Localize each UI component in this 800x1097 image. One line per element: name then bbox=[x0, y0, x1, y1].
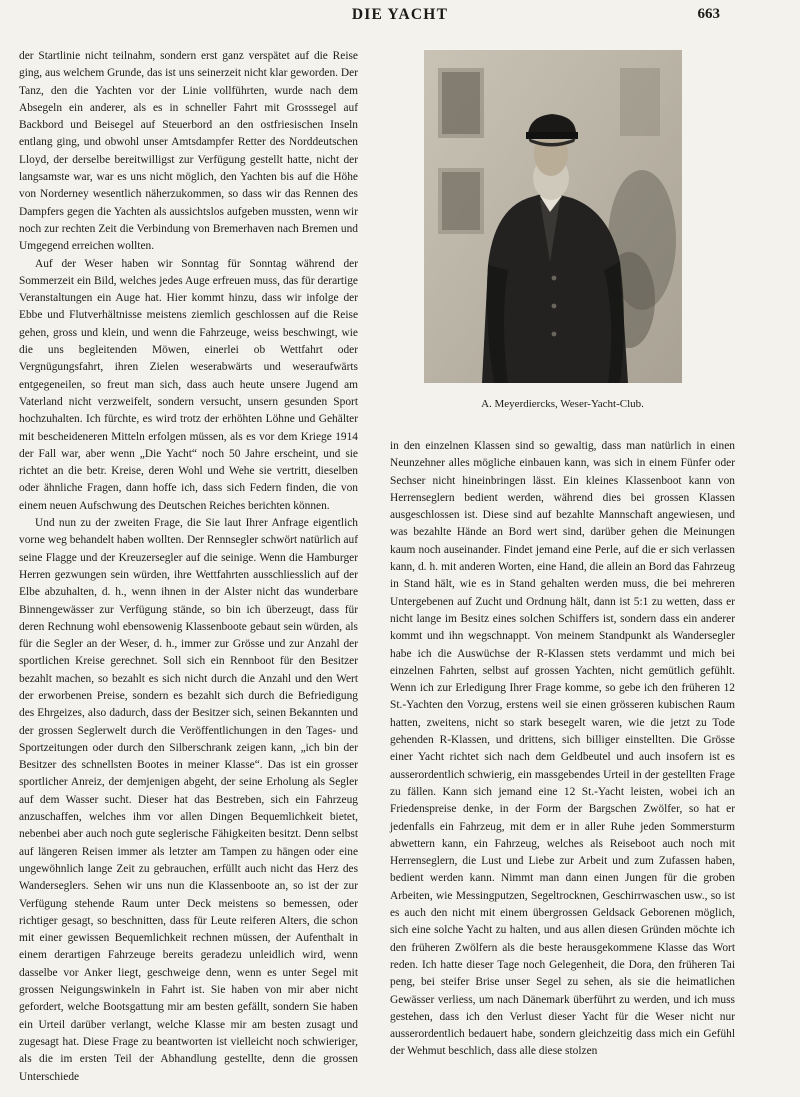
right-text-column bbox=[390, 438, 735, 1061]
photo-frame bbox=[424, 50, 682, 383]
figure-caption: A. Meyerdiercks, Weser-Yacht-Club. bbox=[481, 398, 644, 410]
left-text-column bbox=[19, 48, 358, 1086]
paragraph: Und nun zu der zweiten Frage, die Sie laut Ihrer Anfrage eigentlich vorne weg behandelt haben wollten. Der Rennsegler schwört natürlich auf seine Flagge und der Kreuzersegler auf die seinige. Wenn die Hamburger Herren gezwungen sein würden, ihre Wettfahrten ausschliesslich auf der Elbe abzuhalten, d. h., wenn ihnen in der Alster nicht das wunderbare Binnengewässer zur Verfügung stände, so bin ich überzeugt, dass für deren Rechnung wohl ebensowenig Klassenboote gebaut sein würden, als für die Segler an der Weser, d. h., immer zur Grösse und zur Anzahl der sportlichen Kreise gerechnet. Soll sich ein Rennboot für den Besitzer bezahlt machen, so bezahlt es sich nicht durch die Anzahl und den Wert der erworbenen Preise, sondern es bezahlt sich durch die Befriedigung des Ehrgeizes, also dadurch, dass der Besitzer sich, seinen Bekannten und der grossen Seglerwelt durch die Veröffentlichungen in den Tages- und Sportzeitungen oder durch den Silberschrank zeigen kann, „ich bin der Besitzer des schnellsten Bootes in meiner Klasse“. Das ist ein grosser sportlicher Anreiz, der demjenigen abgeht, der seine Erholung als Segler auf dem Wasser sucht. Dieser hat das Bestreben, sich ein Fahrzeug anzuschaffen, welches ihm vor allen Dingen Bequemlichkeit bietet, nebenbei aber auch noch gute seglerische Fähigkeiten besitzt. Denn selbst auf längeren Reisen immer als letzter am Tampen zu hängen oder eine ungewöhnlich lange Zeit zu gebrauchen, erfüllt auch nicht das Herz des Wanderseglers. Sehen wir uns nun die Klassenboote an, so ist der zur Verfügung stehende Raum unter Deck meistens so bemessen, oder richtiger gesagt, so beschnitten, dass für Leute reiferen Alters, die schon mit einer gewissen Bequemlichkeit rechnen müssen, der Aufenthalt in einem derartigen Fahrzeuge bereits geradezu unleidlich wird, wenn dasselbe vor Anker liegt, geschweige denn, wenn es unter Segel mit grossen Neigungswinkeln in Fahrt ist. Sie haben von mir aber nicht gefordert, welche Bootsgattung mir am besten gefällt, sondern Sie haben ein Urteil darüber verlangt, welche Klasse mir am besten zusagt und zugesagt hat. Diese Frage zu beantworten ist vielleicht noch schwieriger, als die im ersten Teil der Abhandlung gestellte, denn die grossen Unterschiede bbox=[19, 517, 358, 1083]
page-number: 663 bbox=[697, 6, 720, 22]
paragraph: Auf der Weser haben wir Sonntag für Sonntag während der Sommerzeit ein Bild, welches jedes Auge erfreuen muss, das für derartige Veranstaltungen ein Auge hat. Hier kommt hinzu, dass wir infolge der Ebbe und Flutverhältnisse meistens ziemlich geschlossen auf die Reise gehen, gross und klein, und wenn die Fahrzeuge, weiss beschwingt, wie die uns begleitenden Möwen, einerlei ob Wettfahrt oder Vergnügungsfahrt, ihren Zielen weserabwärts und weseraufwärts entgegeneilen, so freut man sich, dass auch heute unsere Jugend am Vaterland nicht verzweifelt, sondern versucht, unsern gesunden Sport hochzuhalten. Ich fürchte, es wird trotz der erhöhten Löhne und Gehälter mit bescheideneren Mitteln erfolgen müssen, als es vor dem Kriege 1914 der Fall war, aber wenn „Die Yacht“ noch 50 Jahre erscheint, und sie richtet an die betr. Kreise, deren Wohl und Wehe sie vertritt, dieselben oder ähnliche Fragen, dann hoffe ich, dass sich Federn finden, die von einem neuen Aufschwung des Deutschen Reiches berichten können. bbox=[19, 257, 358, 512]
paragraph: in den einzelnen Klassen sind so gewaltig, dass man natürlich in einen Neunzehner alles mögliche einbauen kann, was sich in einem Fünfer oder Sechser nicht hineinbringen lässt. Ein kleines Klassenboot kann von Herrenseglern bedient werden, während dies bei grossen Klassen ausgeschlossen ist. Diese sind auf bezahlte Mannschaft angewiesen, und was bezahlte Hände an Bord wert sind, darüber gehen die Meinungen kaum noch auseinander. Findet jemand eine Perle, auf die er sich verlassen kann, d. h. mit anderen Worten, eine Hand, die allein an Bord das Fahrzeug in Stand hält, wie es in Stand gehalten werden muss, die bei mehreren Untergebenen auf Zucht und Ordnung hält, dann ist 5:1 zu wetten, dass er nicht lange im Besitz eines solchen Schiffers ist, sondern dass ein anderer kommt und ihn wegschnappt. Von meinem Standpunkt als Wandersegler habe ich die Auswüchse der R-Klassen stets verdammt und mich bei einzelnen Fahrten, selbst auf grossen Yachten, nicht gemütlich gefühlt. Wenn ich zur Erledigung Ihrer Frage komme, so gebe ich den früheren 12 St.-Yachten den Vorzug, erstens weil sie einen grösseren kubischen Raum hatten, zweitens, nicht so stark besegelt waren, wie die jetzt zu Tode gehenden R-Klassen, und drittens, sich billiger einstellten. Die Grösse einer Yacht richtet sich nach dem Geldbeutel und auch insofern ist es ausserordentlich schwierig, ein massgebendes Urteil in der gestellten Frage zu fällen. Kann sich jemand eine 12 St.-Yacht leisten, wobei ich an Friedenspreise denke, in der Form der Bargschen Zwölfer, so hat er jedenfalls ein Fahrzeug, mit dem er in aller Ruhe jeden Sommersturm abwettern kann, ein Fahrzeug, welches als Reiseboot auch noch mit Herrenseglern, die Lust und Liebe zur Arbeit und zum Zufassen haben, bedient werden kann. Nimmt man dann einen Jungen für die groben Arbeiten, wie Messingputzen, Segeltrocknen, Geschirrwaschen usw., so ist es auch den nicht mit einem übergrossen Geldsack Geborenen möglich, sich eine solche Yacht zu halten, und aus allen diesen Gründen möchte ich den früheren Zwölfern als die beste herausgekommene Klasse das Wort reden. Ich hatte dieser Tage noch Gelegenheit, die Dora, den früheren Tai peng, bei steifer Brise unser Segel zu sehen, als sie die heimatlichen Gewässer verliess, um nach Dänemark überführt zu werden, und ich muss gestehen, dass ich den Verlust dieser Yacht für die Weser nicht nur ausserordentlich bedauert habe, sondern gleichzeitig dass mich ein Gefühl der Wehmut beschlich, dass alle diese stolzen bbox=[390, 440, 735, 1058]
portrait-photo bbox=[424, 50, 682, 383]
portrait-illustration bbox=[424, 50, 682, 383]
paragraph: der Startlinie nicht teilnahm, sondern erst ganz verspätet auf die Reise ging, aus welchem Grunde, das ist uns seinerzeit nicht klar geworden. Der Tanz, den die Yachten vor der Linie vollführten, wurde nach dem Absegeln ein anderer, als es in schneller Fahrt mit Grosssegel auf Backbord und Beisegel auf Steuerbord an den ostfriesischen Inseln entlang ging, und obwohl unser Amtsdampfer Retter des Norddeutschen Lloyd, der derselbe bereitwilligst zur Verfügung gestellt hatte, nicht der langsamste war, war es uns nicht möglich, den Yachten bis auf die Höhe von Norderney wesentlich näherzukommen, so dass wir das Rennen des Dampfers gegen die Yachten als aussichtslos aufgeben mussten, wenn wir noch zur rechten Zeit die Verbindung von Bremerhaven nach Bremen und Umgegend erreichen wollten. bbox=[19, 50, 358, 253]
running-title: DIE YACHT bbox=[351, 6, 449, 23]
